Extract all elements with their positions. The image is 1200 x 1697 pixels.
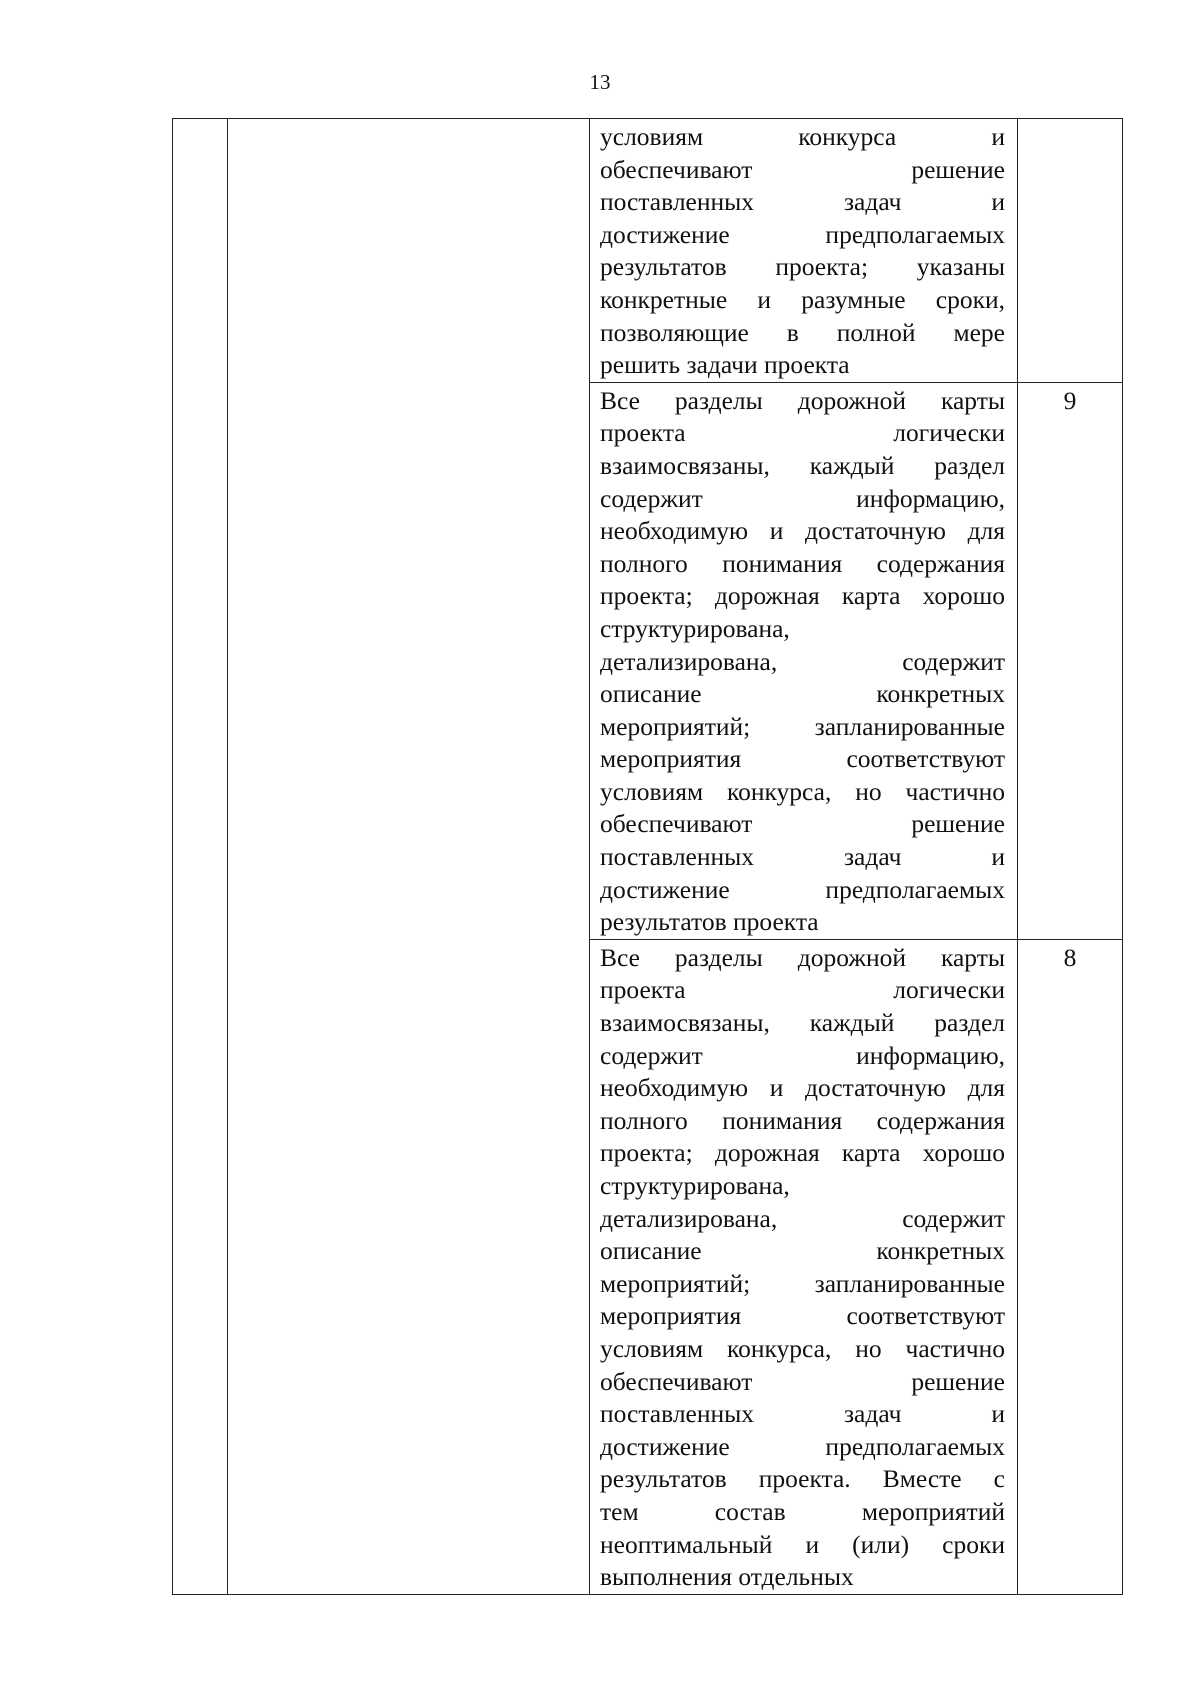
criterion-description	[600, 385, 1005, 939]
description-line: неоптимальный и (или) сроки	[600, 1529, 1005, 1559]
description-line: обеспечивают решение	[600, 154, 1005, 184]
criterion-description	[600, 121, 1005, 382]
description-line: детализирована, содержит	[600, 646, 1005, 676]
description-line: полного понимания содержания	[600, 548, 1005, 578]
description-line: необходимую и достаточную для	[600, 1073, 1005, 1103]
score-cell	[1018, 119, 1123, 383]
description-line: позволяющие в полной мере	[600, 317, 1005, 347]
description-line: взаимосвязаны, каждый раздел	[600, 1008, 1005, 1038]
description-line: мероприятий; запланированные	[600, 711, 1005, 741]
description-line: проекта; дорожная карта хорошо	[600, 581, 1005, 611]
description-line: тем состав мероприятий	[600, 1496, 1005, 1526]
description-line: мероприятия соответствуют	[600, 1301, 1005, 1331]
criteria-table-body	[173, 119, 1123, 1595]
description-line: необходимую и достаточную для	[600, 516, 1005, 546]
description-line: структурирована,	[600, 613, 790, 643]
description-line: поставленных задач и	[600, 842, 1005, 872]
description-line: Все разделы дорожной карты	[600, 385, 1005, 415]
description-line: структурирована,	[600, 1171, 790, 1200]
score-cell: 9	[1018, 382, 1123, 939]
description-line: результатов проекта; указаны	[600, 252, 1005, 282]
criterion-description-cell	[590, 119, 1018, 383]
description-line: выполнения отдельных	[600, 1562, 854, 1592]
description-line: конкретные и разумные сроки,	[600, 284, 1005, 314]
description-line: достижение предполагаемых	[600, 219, 1005, 249]
table-row	[173, 119, 1123, 383]
description-line: проекта логически	[600, 975, 1005, 1005]
description-line: достижение предполагаемых	[600, 874, 1005, 904]
description-line: детализирована, содержит	[600, 1203, 1005, 1233]
description-line: мероприятия соответствуют	[600, 744, 1005, 774]
description-line: результатов проекта. Вместе с	[600, 1464, 1005, 1494]
description-line: условиям конкурса, но частично	[600, 776, 1005, 806]
number-cell	[173, 119, 228, 1595]
criteria-table	[172, 118, 1123, 1595]
page-number: 13	[589, 70, 611, 94]
description-line: решить задачи проекта	[600, 350, 850, 380]
description-line: взаимосвязаны, каждый раздел	[600, 450, 1005, 480]
criterion-description-cell	[590, 382, 1018, 939]
description-line: поставленных задач и	[600, 1399, 1005, 1429]
criterion-description-cell	[590, 939, 1018, 1594]
description-line: описание конкретных	[600, 679, 1005, 709]
description-line: полного понимания содержания	[600, 1105, 1005, 1135]
description-line: условиям конкурса, но частично	[600, 1333, 1005, 1363]
description-line: проекта логически	[600, 418, 1005, 448]
description-line: проекта; дорожная карта хорошо	[600, 1138, 1005, 1168]
description-line: условиям конкурса и	[600, 122, 1005, 151]
description-line: обеспечивают решение	[600, 1366, 1005, 1396]
description-line: описание конкретных	[600, 1236, 1005, 1266]
description-line: результатов проекта	[600, 907, 819, 937]
description-line: содержит информацию,	[600, 483, 1005, 513]
score-cell: 8	[1018, 939, 1123, 1594]
description-line: мероприятий; запланированные	[600, 1268, 1005, 1298]
description-line: поставленных задач и	[600, 187, 1005, 217]
criterion-name-cell	[228, 119, 590, 1595]
description-line: Все разделы дорожной карты	[600, 942, 1005, 972]
description-line: обеспечивают решение	[600, 809, 1005, 839]
description-line: достижение предполагаемых	[600, 1431, 1005, 1461]
description-line: содержит информацию,	[600, 1040, 1005, 1070]
criterion-description	[600, 942, 1005, 1594]
